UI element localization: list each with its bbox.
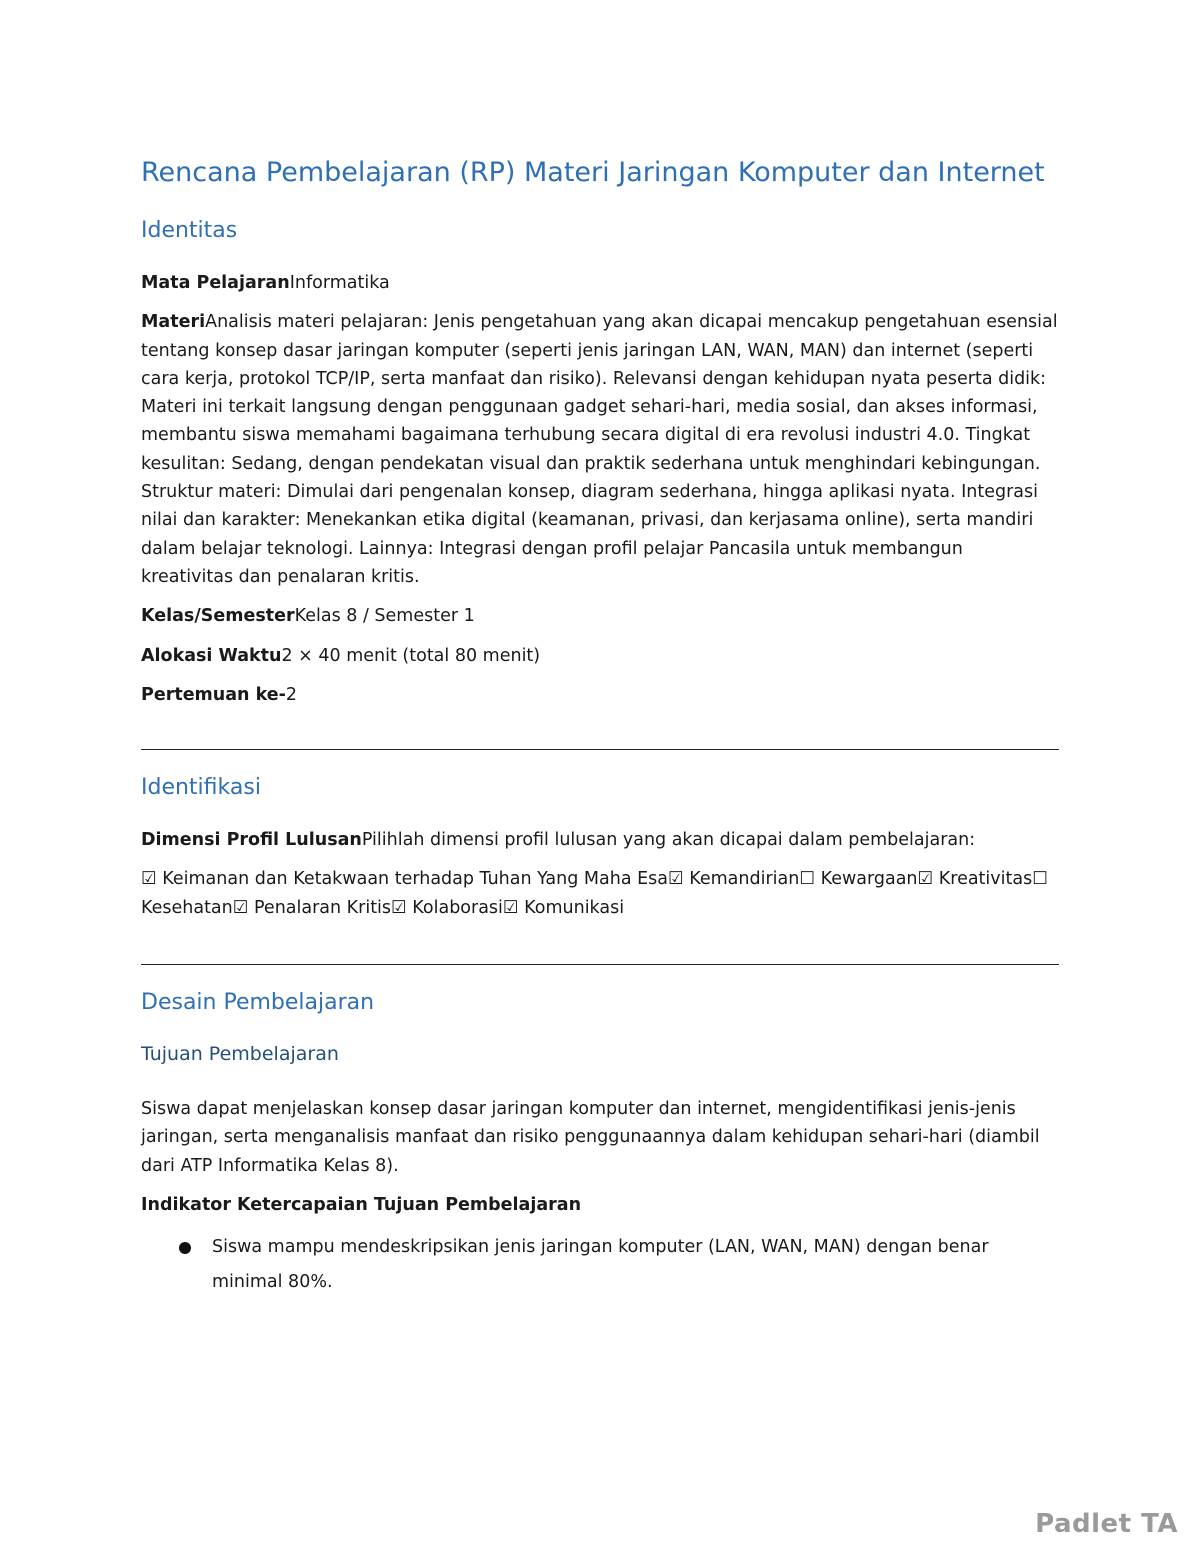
indikator-heading-label: Indikator Ketercapaian Tujuan Pembelajaran	[141, 1194, 582, 1215]
document-page	[141, 158, 1059, 1300]
section-divider	[141, 749, 1059, 750]
bullet-icon	[179, 1242, 191, 1254]
field-label: Materi	[141, 312, 206, 333]
field-mata-pelajaran	[141, 269, 1059, 297]
dimension-checklist: ☑ Keimanan dan Ketakwaan terhadap Tuhan Yang Maha Esa☑ Kemandirian☐ Kewargaan☑ Kreativitas☐ Kesehatan☑ Penalaran Kritis☑ Kolaborasi☑ Komunikasi	[141, 869, 1048, 918]
padlet-watermark: Padlet TA	[1035, 1509, 1178, 1539]
list-item-text: Siswa mampu mendeskripsikan jenis jaringan komputer (LAN, WAN, MAN) dengan benar minimal 80%.	[212, 1237, 989, 1293]
indikator-heading	[141, 1191, 1059, 1219]
field-pertemuan	[141, 681, 1059, 709]
section-heading-identifikasi: Identifikasi	[141, 775, 261, 801]
field-dimensi-profil-lulusan	[141, 826, 1059, 854]
field-value: Analisis materi pelajaran: Jenis pengetahuan yang akan dicapai mencakup pengetahuan esensial tentang konsep dasar jaringan komputer (seperti jenis jaringan LAN, WAN, MAN) dan internet (seperti cara kerja, protokol TCP/IP, serta manfaat dan risiko). Relevansi dengan kehidupan nyata peserta didik: Materi ini terkait langsung dengan penggunaan gadget sehari-hari, media sosial, dan akses informasi, membantu siswa memahami bagaimana terhubung secara digital di era revolusi industri 4.0. Tingkat kesulitan: Sedang, dengan pendekatan visual dan praktik sederhana untuk menghindari kebingungan. Struktur materi: Dimulai dari pengenalan konsep, diagram sederhana, hingga aplikasi nyata. Integrasi nilai dan karakter: Menekankan etika digital (keamanan, privasi, dan kerjasama online), serta mandiri dalam belajar teknologi. Lainnya: Integrasi dengan profil pelajar Pancasila untuk membangun kreativitas dan penalaran kritis.	[141, 312, 1058, 587]
field-materi	[141, 308, 1059, 591]
field-label: Kelas/Semester	[141, 606, 295, 627]
tujuan-text: Siswa dapat menjelaskan konsep dasar jaringan komputer dan internet, mengidentifikasi jenis-jenis jaringan, serta menganalisis manfaat dan risiko penggunaannya dalam kehidupan sehari-hari (diambil dari ATP Informatika Kelas 8).	[141, 1099, 1040, 1176]
section-heading-desain: Desain Pembelajaran	[141, 990, 375, 1016]
document-title: Rencana Pembelajaran (RP) Materi Jaringan Komputer dan Internet	[141, 157, 1045, 188]
field-value: Kelas 8 / Semester 1	[294, 606, 475, 627]
field-label: Alokasi Waktu	[141, 645, 282, 666]
field-label: Dimensi Profil Lulusan	[141, 830, 362, 851]
field-value: Pilihlah dimensi profil lulusan yang akan dicapai dalam pembelajaran:	[361, 830, 976, 851]
section-divider	[141, 964, 1059, 965]
section-heading-identitas: Identitas	[141, 218, 238, 243]
indikator-list	[141, 1230, 1059, 1300]
subheading-tujuan: Tujuan Pembelajaran	[141, 1043, 339, 1066]
field-label: Mata Pelajaran	[141, 273, 290, 293]
field-value: 2	[285, 684, 298, 705]
field-kelas-semester	[141, 602, 1059, 630]
field-value: 2 × 40 menit (total 80 menit)	[281, 645, 541, 666]
field-alokasi-waktu	[141, 642, 1059, 670]
field-value: Informatika	[289, 273, 390, 293]
field-label: Pertemuan ke-	[141, 684, 286, 705]
list-item	[141, 1230, 1059, 1300]
